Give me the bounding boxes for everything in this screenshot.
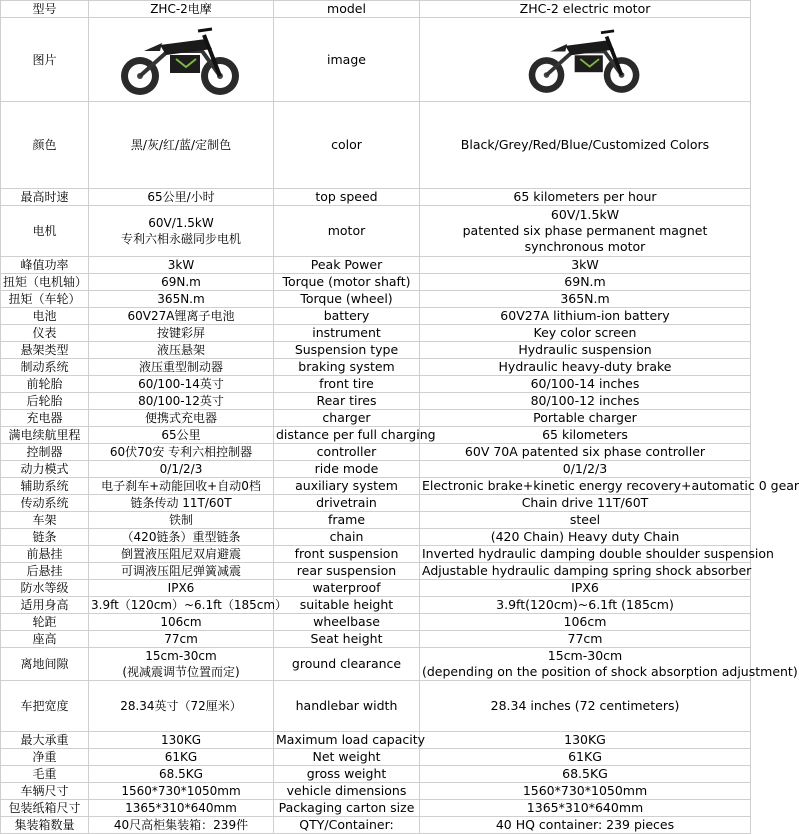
spec-value-en: 3.9ft(120cm)~6.1ft (185cm) — [420, 597, 751, 614]
spec-label-en: Packaging carton size — [274, 800, 420, 817]
spec-label-en: ground clearance — [274, 648, 420, 681]
table-row — [1, 427, 751, 444]
spec-label-cn: 制动系统 — [1, 359, 89, 376]
spec-value-cn: 60/100-14英寸 — [89, 376, 274, 393]
spec-label-cn: 扭矩（电机轴） — [1, 274, 89, 291]
spec-value-cn: 40尺高柜集装箱：239件 — [89, 817, 274, 834]
bike-image-cn — [89, 18, 274, 102]
header-col2: ZHC-2电摩 — [89, 1, 274, 18]
table-row — [1, 325, 751, 342]
spec-label-en: Net weight — [274, 749, 420, 766]
spec-label-en: Torque (wheel) — [274, 291, 420, 308]
spec-value-cn: 61KG — [89, 749, 274, 766]
spec-label-en: gross weight — [274, 766, 420, 783]
spec-value-en: 60/100-14 inches — [420, 376, 751, 393]
spec-label-en: waterproof — [274, 580, 420, 597]
spec-value-en: IPX6 — [420, 580, 751, 597]
spec-value-en: Electronic brake+kinetic energy recovery+automatic 0 gear — [420, 478, 751, 495]
spec-value-en: 130KG — [420, 732, 751, 749]
color-value-cn: 黑/灰/红/蓝/定制色 — [89, 102, 274, 189]
dirt-bike-image — [116, 21, 246, 99]
spec-label-cn: 悬架类型 — [1, 342, 89, 359]
spec-label-cn: 电池 — [1, 308, 89, 325]
spec-value-cn: 液压重型制动器 — [89, 359, 274, 376]
spec-value-en: 28.34 inches (72 centimeters) — [420, 681, 751, 732]
spec-value-cn: 1365*310*640mm — [89, 800, 274, 817]
spec-value-cn: 69N.m — [89, 274, 274, 291]
spec-label-cn: 峰值功率 — [1, 257, 89, 274]
spec-value-en: 3kW — [420, 257, 751, 274]
spec-value-cn: 15cm-30cm (视减震调节位置而定) — [89, 648, 274, 681]
table-row — [1, 529, 751, 546]
table-row — [1, 512, 751, 529]
spec-label-en: Torque (motor shaft) — [274, 274, 420, 291]
spec-value-en: 65 kilometers per hour — [420, 189, 751, 206]
spec-value-en: 15cm-30cm (depending on the position of shock absorption adjustment) — [420, 648, 751, 681]
spec-label-cn: 扭矩（车轮） — [1, 291, 89, 308]
spec-label-en: drivetrain — [274, 495, 420, 512]
spec-label-cn: 毛重 — [1, 766, 89, 783]
spec-label-cn: 轮距 — [1, 614, 89, 631]
table-row — [1, 766, 751, 783]
spec-value-cn: 80/100-12英寸 — [89, 393, 274, 410]
spec-value-cn: 106cm — [89, 614, 274, 631]
table-row — [1, 580, 751, 597]
spec-label-en: Rear tires — [274, 393, 420, 410]
spec-value-cn: 液压悬架 — [89, 342, 274, 359]
spec-label-cn: 防水等级 — [1, 580, 89, 597]
spec-label-cn: 最高时速 — [1, 189, 89, 206]
spec-label-en: instrument — [274, 325, 420, 342]
spec-value-cn: 68.5KG — [89, 766, 274, 783]
table-row — [1, 800, 751, 817]
spec-value-cn: IPX6 — [89, 580, 274, 597]
color-label: 颜色 — [1, 102, 89, 189]
spec-label-cn: 最大承重 — [1, 732, 89, 749]
spec-value-cn: 可调液压阻尼弹簧减震 — [89, 563, 274, 580]
spec-value-en: Inverted hydraulic damping double shoulder suspension — [420, 546, 751, 563]
spec-label-en: Peak Power — [274, 257, 420, 274]
image-row-label: 图片 — [1, 18, 89, 102]
spec-value-cn: 1560*730*1050mm — [89, 783, 274, 800]
table-row — [1, 461, 751, 478]
spec-label-en: Suspension type — [274, 342, 420, 359]
spec-value-cn: 28.34英寸（72厘米） — [89, 681, 274, 732]
spec-label-cn: 满电续航里程 — [1, 427, 89, 444]
spec-value-cn: 电子刹车+动能回收+自动0档 — [89, 478, 274, 495]
spec-value-cn: 铁制 — [89, 512, 274, 529]
spec-value-en: Chain drive 11T/60T — [420, 495, 751, 512]
spec-label-cn: 座高 — [1, 631, 89, 648]
table-row — [1, 257, 751, 274]
spec-label-en: charger — [274, 410, 420, 427]
table-row — [1, 359, 751, 376]
spec-label-cn: 后悬挂 — [1, 563, 89, 580]
spec-value-cn: 365N.m — [89, 291, 274, 308]
spec-label-en: wheelbase — [274, 614, 420, 631]
spec-value-en: 65 kilometers — [420, 427, 751, 444]
spec-label-en: suitable height — [274, 597, 420, 614]
spec-label-cn: 辅助系统 — [1, 478, 89, 495]
spec-value-en: 365N.m — [420, 291, 751, 308]
spec-label-en: distance per full charging — [274, 427, 420, 444]
spec-label-en: top speed — [274, 189, 420, 206]
spec-label-cn: 车架 — [1, 512, 89, 529]
table-row — [1, 206, 751, 257]
spec-value-en: 61KG — [420, 749, 751, 766]
table-row — [1, 648, 751, 681]
spec-label-en: handlebar width — [274, 681, 420, 732]
spec-value-en: 106cm — [420, 614, 751, 631]
spec-value-en: Portable charger — [420, 410, 751, 427]
spec-value-cn: 便携式充电器 — [89, 410, 274, 427]
spec-value-en: Adjustable hydraulic damping spring shock absorber — [420, 563, 751, 580]
table-row — [1, 563, 751, 580]
spec-value-cn: 3.9ft（120cm）~6.1ft（185cm） — [89, 597, 274, 614]
spec-value-en: Key color screen — [420, 325, 751, 342]
image-row-label-en: image — [274, 18, 420, 102]
spec-label-cn: 车把宽度 — [1, 681, 89, 732]
spec-label-en: chain — [274, 529, 420, 546]
spec-value-cn: （420链条）重型链条 — [89, 529, 274, 546]
spec-label-en: front suspension — [274, 546, 420, 563]
spec-label-cn: 仪表 — [1, 325, 89, 342]
spec-value-en: Hydraulic suspension — [420, 342, 751, 359]
table-row — [1, 410, 751, 427]
spec-label-cn: 前悬挂 — [1, 546, 89, 563]
table-row — [1, 681, 751, 732]
spec-value-cn: 60伏70安 专利六相控制器 — [89, 444, 274, 461]
spec-value-cn: 按键彩屏 — [89, 325, 274, 342]
spec-value-en: 1365*310*640mm — [420, 800, 751, 817]
spec-value-en: steel — [420, 512, 751, 529]
spec-value-cn: 3kW — [89, 257, 274, 274]
spec-value-cn: 77cm — [89, 631, 274, 648]
spec-value-en: 0/1/2/3 — [420, 461, 751, 478]
spec-value-cn: 链条传动 11T/60T — [89, 495, 274, 512]
color-label-en: color — [274, 102, 420, 189]
spec-label-cn: 离地间隙 — [1, 648, 89, 681]
spec-label-cn: 净重 — [1, 749, 89, 766]
spec-label-en: QTY/Container: — [274, 817, 420, 834]
spec-value-cn: 60V27A锂离子电池 — [89, 308, 274, 325]
spec-value-en: 40 HQ container: 239 pieces — [420, 817, 751, 834]
spec-value-cn: 60V/1.5kW 专利六相永磁同步电机 — [89, 206, 274, 257]
spec-value-cn: 65公里/小时 — [89, 189, 274, 206]
spec-label-en: battery — [274, 308, 420, 325]
header-col1: 型号 — [1, 1, 89, 18]
spec-label-en: front tire — [274, 376, 420, 393]
spec-label-en: Maximum load capacity — [274, 732, 420, 749]
spec-value-cn: 130KG — [89, 732, 274, 749]
header-col3: model — [274, 1, 420, 18]
spec-label-en: vehicle dimensions — [274, 783, 420, 800]
table-row — [1, 631, 751, 648]
table-row — [1, 749, 751, 766]
spec-label-cn: 传动系统 — [1, 495, 89, 512]
spec-label-en: Seat height — [274, 631, 420, 648]
spec-label-cn: 电机 — [1, 206, 89, 257]
table-row — [1, 444, 751, 461]
table-row — [1, 614, 751, 631]
spec-label-cn: 充电器 — [1, 410, 89, 427]
image-row — [1, 18, 751, 102]
table-row — [1, 495, 751, 512]
table-row — [1, 308, 751, 325]
spec-value-en: (420 Chain) Heavy duty Chain — [420, 529, 751, 546]
table-row — [1, 783, 751, 800]
spec-value-en: 77cm — [420, 631, 751, 648]
spec-value-en: 60V27A lithium-ion battery — [420, 308, 751, 325]
table-row — [1, 546, 751, 563]
spec-value-en: 80/100-12 inches — [420, 393, 751, 410]
color-value-en: Black/Grey/Red/Blue/Customized Colors — [420, 102, 751, 189]
table-row — [1, 274, 751, 291]
spec-value-en: Hydraulic heavy-duty brake — [420, 359, 751, 376]
spec-label-cn: 后轮胎 — [1, 393, 89, 410]
color-row — [1, 102, 751, 189]
table-row — [1, 817, 751, 834]
spec-label-en: auxiliary system — [274, 478, 420, 495]
table-row — [1, 189, 751, 206]
spec-value-cn: 0/1/2/3 — [89, 461, 274, 478]
table-row — [1, 732, 751, 749]
spec-value-en: 1560*730*1050mm — [420, 783, 751, 800]
table-row — [1, 376, 751, 393]
spec-label-en: braking system — [274, 359, 420, 376]
spec-label-en: controller — [274, 444, 420, 461]
spec-value-cn: 倒置液压阻尼双肩避震 — [89, 546, 274, 563]
spec-label-en: rear suspension — [274, 563, 420, 580]
spec-label-cn: 适用身高 — [1, 597, 89, 614]
spec-value-en: 68.5KG — [420, 766, 751, 783]
header-col4: ZHC-2 electric motor — [420, 1, 751, 18]
spec-value-cn: 65公里 — [89, 427, 274, 444]
bike-image-en — [420, 18, 751, 102]
spec-value-en: 69N.m — [420, 274, 751, 291]
spec-label-cn: 链条 — [1, 529, 89, 546]
spec-label-en: frame — [274, 512, 420, 529]
dirt-bike-image — [524, 21, 646, 99]
spec-label-cn: 动力模式 — [1, 461, 89, 478]
table-row — [1, 291, 751, 308]
spec-label-cn: 车辆尺寸 — [1, 783, 89, 800]
spec-label-cn: 前轮胎 — [1, 376, 89, 393]
spec-value-en: 60V/1.5kW patented six phase permanent magnet synchronous motor — [420, 206, 751, 257]
spec-label-en: motor — [274, 206, 420, 257]
table-row — [1, 597, 751, 614]
table-row — [1, 393, 751, 410]
spec-value-en: 60V 70A patented six phase controller — [420, 444, 751, 461]
table-row — [1, 478, 751, 495]
spec-label-cn: 集装箱数量 — [1, 817, 89, 834]
table-row — [1, 342, 751, 359]
spec-label-en: ride mode — [274, 461, 420, 478]
header-row — [1, 1, 751, 18]
spec-label-cn: 包装纸箱尺寸 — [1, 800, 89, 817]
spec-label-cn: 控制器 — [1, 444, 89, 461]
